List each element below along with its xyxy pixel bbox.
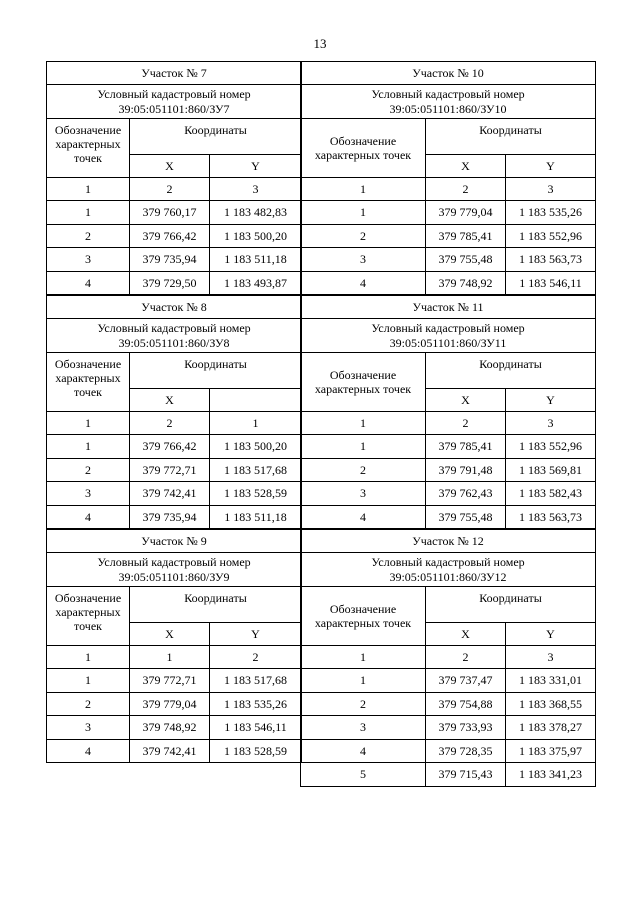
parcel-block [46, 295, 301, 529]
cadastral-number: 39:05:051101:860/ЗУ11 [389, 335, 507, 350]
parcel-block [300, 61, 595, 295]
header-coordinates: Координаты [426, 353, 596, 389]
coordinate-y: 1 183 511,18 [210, 248, 302, 272]
coordinate-y: 1 183 546,11 [210, 716, 302, 740]
right-column [300, 61, 595, 787]
column-number: 1 [301, 412, 426, 435]
column-number: 2 [130, 412, 210, 435]
header-points: Обозначение характерных точек [47, 353, 130, 412]
header-row [301, 119, 596, 155]
column-number-row [47, 646, 302, 669]
cadastral-label: Условный кадастровый номер [371, 320, 525, 335]
column-number: 2 [130, 178, 210, 201]
coordinate-y: 1 183 517,68 [210, 669, 302, 693]
column-number-row [47, 412, 302, 435]
section-title-row [47, 62, 302, 85]
cadastral-cell [47, 319, 302, 353]
header-y: Y [506, 155, 596, 178]
point-number: 1 [301, 669, 426, 693]
point-number: 4 [301, 739, 426, 763]
coordinate-y: 1 183 546,11 [506, 271, 596, 295]
cadastral-row [47, 553, 302, 587]
table-row [301, 224, 596, 248]
coordinate-x: 379 760,17 [130, 201, 210, 225]
column-number-row [47, 178, 302, 201]
column-number: 3 [506, 412, 596, 435]
point-number: 2 [301, 458, 426, 482]
section-title: Участок № 12 [301, 530, 596, 553]
header-points: Обозначение характерных точек [301, 119, 426, 178]
coordinate-x: 379 735,94 [130, 505, 210, 529]
coordinate-x: 379 748,92 [426, 271, 506, 295]
table-row [47, 482, 302, 506]
coordinate-x: 379 755,48 [426, 505, 506, 529]
header-coordinates: Координаты [426, 587, 596, 623]
coordinates-table [46, 295, 302, 529]
table-row [301, 201, 596, 225]
section-title-row [301, 530, 596, 553]
coordinate-x: 379 766,42 [130, 435, 210, 459]
coordinates-table [300, 295, 596, 529]
column-number: 2 [426, 412, 506, 435]
cadastral-cell [47, 85, 302, 119]
coordinates-table [300, 529, 596, 787]
table-row [301, 716, 596, 740]
cadastral-number: 39:05:051101:860/ЗУ7 [118, 101, 230, 116]
coordinate-y: 1 183 500,20 [210, 435, 302, 459]
cadastral-row [301, 85, 596, 119]
section-title-row [301, 62, 596, 85]
coordinate-x: 379 729,50 [130, 271, 210, 295]
parcel-block [300, 529, 595, 787]
coordinate-x: 379 779,04 [130, 692, 210, 716]
point-number: 2 [47, 692, 130, 716]
column-number: 2 [210, 646, 302, 669]
point-number: 2 [301, 692, 426, 716]
table-row [47, 458, 302, 482]
header-x: X [130, 623, 210, 646]
cadastral-cell [301, 553, 596, 587]
table-row [301, 248, 596, 272]
table-row [47, 716, 302, 740]
point-number: 3 [301, 482, 426, 506]
column-number: 1 [210, 412, 302, 435]
left-column [46, 61, 301, 763]
coordinate-x: 379 772,71 [130, 669, 210, 693]
coordinates-table [46, 61, 302, 295]
cadastral-number: 39:05:051101:860/ЗУ9 [118, 569, 230, 584]
column-number: 1 [301, 646, 426, 669]
header-points: Обозначение характерных точек [301, 353, 426, 412]
cadastral-number: 39:05:051101:860/ЗУ10 [389, 101, 507, 116]
parcel-block [46, 529, 301, 763]
cadastral-row [301, 319, 596, 353]
point-number: 1 [47, 201, 130, 225]
page-number: 13 [313, 36, 327, 51]
cadastral-row [47, 319, 302, 353]
point-number: 4 [47, 271, 130, 295]
coordinate-y: 1 183 528,59 [210, 482, 302, 506]
point-number: 3 [47, 248, 130, 272]
column-number: 1 [47, 412, 130, 435]
table-row [47, 224, 302, 248]
coordinate-y: 1 183 552,96 [506, 435, 596, 459]
header-x: X [130, 389, 210, 412]
column-number: 1 [47, 178, 130, 201]
coordinate-y: 1 183 582,43 [506, 482, 596, 506]
header-points: Обозначение характерных точек [47, 119, 130, 178]
coordinate-x: 379 737,47 [426, 669, 506, 693]
table-row [47, 692, 302, 716]
header-y: Y [506, 623, 596, 646]
header-coordinates: Координаты [130, 587, 302, 623]
header-row [301, 353, 596, 389]
cadastral-label: Условный кадастровый номер [97, 554, 251, 569]
coordinate-x: 379 785,41 [426, 224, 506, 248]
header-row [47, 119, 302, 155]
parcel-block [300, 295, 595, 529]
header-y: Y [210, 155, 302, 178]
cadastral-number: 39:05:051101:860/ЗУ12 [389, 569, 507, 584]
table-row [47, 248, 302, 272]
point-number: 4 [47, 505, 130, 529]
section-title-row [47, 530, 302, 553]
section-title: Участок № 7 [47, 62, 302, 85]
header-coordinates: Координаты [130, 353, 302, 389]
point-number: 5 [301, 763, 426, 787]
header-points: Обозначение характерных точек [301, 587, 426, 646]
header-y: Y [210, 623, 302, 646]
cadastral-row [47, 85, 302, 119]
coordinate-y: 1 183 341,23 [506, 763, 596, 787]
point-number: 2 [47, 224, 130, 248]
section-title: Участок № 10 [301, 62, 596, 85]
cadastral-label: Условный кадастровый номер [371, 86, 525, 101]
section-title: Участок № 8 [47, 296, 302, 319]
point-number: 1 [301, 435, 426, 459]
table-row [301, 435, 596, 459]
coordinate-x: 379 785,41 [426, 435, 506, 459]
header-x: X [426, 389, 506, 412]
column-number: 3 [210, 178, 302, 201]
point-number: 3 [47, 716, 130, 740]
table-row [301, 458, 596, 482]
header-x: X [130, 155, 210, 178]
table-row [47, 669, 302, 693]
column-number-row [301, 646, 596, 669]
coordinate-x: 379 715,43 [426, 763, 506, 787]
coordinate-y: 1 183 535,26 [506, 201, 596, 225]
table-row [47, 201, 302, 225]
coordinate-y: 1 183 563,73 [506, 505, 596, 529]
coordinate-x: 379 754,88 [426, 692, 506, 716]
coordinate-y: 1 183 535,26 [210, 692, 302, 716]
coordinate-y: 1 183 493,87 [210, 271, 302, 295]
coordinate-x: 379 733,93 [426, 716, 506, 740]
point-number: 2 [301, 224, 426, 248]
point-number: 2 [47, 458, 130, 482]
column-number: 3 [506, 178, 596, 201]
point-number: 3 [301, 716, 426, 740]
coordinate-x: 379 772,71 [130, 458, 210, 482]
column-number: 1 [301, 178, 426, 201]
header-x: X [426, 623, 506, 646]
column-number: 2 [426, 178, 506, 201]
point-number: 4 [301, 271, 426, 295]
header-y: Y [506, 389, 596, 412]
coordinate-y: 1 183 378,27 [506, 716, 596, 740]
cadastral-cell [47, 553, 302, 587]
cadastral-cell [301, 319, 596, 353]
table-row [301, 482, 596, 506]
coordinate-y: 1 183 511,18 [210, 505, 302, 529]
coordinate-x: 379 766,42 [130, 224, 210, 248]
coordinate-x: 379 742,41 [130, 739, 210, 763]
table-row [301, 271, 596, 295]
cadastral-row [301, 553, 596, 587]
section-title-row [47, 296, 302, 319]
section-title: Участок № 9 [47, 530, 302, 553]
column-number: 3 [506, 646, 596, 669]
header-row [47, 353, 302, 389]
coordinate-y: 1 183 517,68 [210, 458, 302, 482]
cadastral-cell [301, 85, 596, 119]
column-number: 1 [47, 646, 130, 669]
coordinate-y: 1 183 528,59 [210, 739, 302, 763]
column-number-row [301, 178, 596, 201]
point-number: 1 [47, 435, 130, 459]
section-title-row [301, 296, 596, 319]
column-number-row [301, 412, 596, 435]
cadastral-label: Условный кадастровый номер [97, 320, 251, 335]
header-x: X [426, 155, 506, 178]
coordinate-x: 379 791,48 [426, 458, 506, 482]
coordinate-y: 1 183 500,20 [210, 224, 302, 248]
coordinate-x: 379 779,04 [426, 201, 506, 225]
column-number: 1 [130, 646, 210, 669]
table-row [301, 763, 596, 787]
cadastral-label: Условный кадастровый номер [371, 554, 525, 569]
header-points: Обозначение характерных точек [47, 587, 130, 646]
coordinate-x: 379 748,92 [130, 716, 210, 740]
header-row [301, 587, 596, 623]
coordinate-x: 379 762,43 [426, 482, 506, 506]
coordinate-y: 1 183 563,73 [506, 248, 596, 272]
point-number: 1 [47, 669, 130, 693]
coordinates-table [46, 529, 302, 763]
table-row [47, 739, 302, 763]
point-number: 4 [301, 505, 426, 529]
coordinate-y: 1 183 331,01 [506, 669, 596, 693]
coordinate-y: 1 183 482,83 [210, 201, 302, 225]
header-coordinates: Координаты [426, 119, 596, 155]
point-number: 1 [301, 201, 426, 225]
coordinate-y: 1 183 375,97 [506, 739, 596, 763]
header-coordinates: Координаты [130, 119, 302, 155]
table-row [47, 271, 302, 295]
section-title: Участок № 11 [301, 296, 596, 319]
table-row [301, 505, 596, 529]
coordinate-y: 1 183 368,55 [506, 692, 596, 716]
table-row [47, 435, 302, 459]
point-number: 3 [47, 482, 130, 506]
table-row [301, 669, 596, 693]
coordinate-y: 1 183 569,81 [506, 458, 596, 482]
column-number: 2 [426, 646, 506, 669]
table-row [301, 739, 596, 763]
coordinate-x: 379 728,35 [426, 739, 506, 763]
parcel-block [46, 61, 301, 295]
cadastral-label: Условный кадастровый номер [97, 86, 251, 101]
coordinates-table [300, 61, 596, 295]
header-row [47, 587, 302, 623]
table-row [47, 505, 302, 529]
header-y [210, 389, 302, 412]
coordinate-x: 379 735,94 [130, 248, 210, 272]
coordinate-x: 379 755,48 [426, 248, 506, 272]
point-number: 4 [47, 739, 130, 763]
table-row [301, 692, 596, 716]
coordinate-x: 379 742,41 [130, 482, 210, 506]
point-number: 3 [301, 248, 426, 272]
coordinate-y: 1 183 552,96 [506, 224, 596, 248]
cadastral-number: 39:05:051101:860/ЗУ8 [118, 335, 230, 350]
